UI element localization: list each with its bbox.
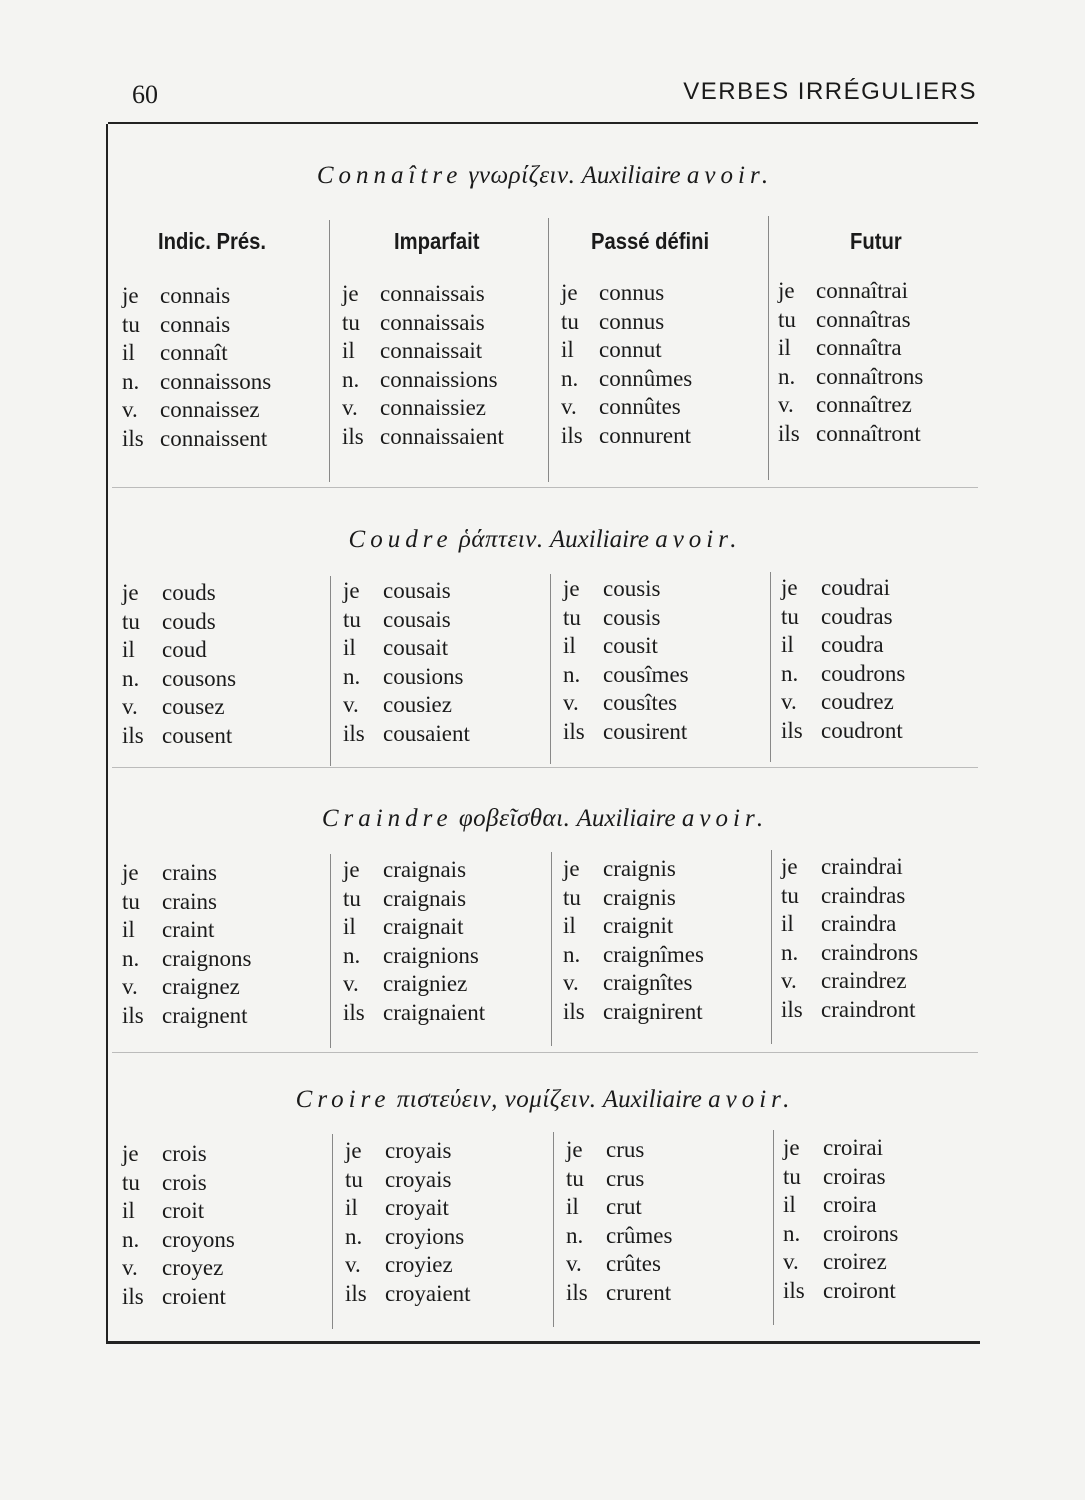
conjugated-form: je craindrai <box>781 854 903 879</box>
conjugated-form: n. croyons <box>122 1226 235 1252</box>
conjugated-form: n. craignons <box>122 945 252 971</box>
column-divider <box>550 574 551 764</box>
conjugated-form: n. croyions <box>345 1223 465 1249</box>
conjugated-form: ils croiront <box>783 1277 896 1303</box>
conjugated-form: ils craignirent <box>563 998 703 1024</box>
conjugated-form: il connaissait <box>342 338 483 364</box>
aux-label: Auxiliaire <box>576 805 676 832</box>
column-futur <box>778 277 923 449</box>
conjugated-form: v. craignez <box>122 974 240 1000</box>
conjugated-form: tu craignais <box>343 885 467 911</box>
column-divider <box>330 854 331 1048</box>
conjugated-form: tu croiras <box>783 1163 886 1189</box>
conjugated-form: n. connaissons <box>122 368 272 394</box>
section-divider <box>112 487 978 488</box>
conjugated-form: il croyait <box>345 1195 449 1221</box>
conjugated-form: tu croyais <box>345 1166 452 1192</box>
verb-title-croire <box>108 1086 982 1114</box>
column-divider <box>770 572 771 762</box>
conjugated-form: il connaît <box>122 340 228 366</box>
conjugated-form: n. cousions <box>343 663 464 689</box>
conjugated-form: tu connais <box>122 311 231 337</box>
verb-greek: πιστεύειν, νομίζειν. <box>396 1086 597 1113</box>
verb-title-connaitre <box>108 162 982 190</box>
conjugated-form: il croira <box>783 1192 877 1218</box>
conjugated-form: n. crûmes <box>566 1222 673 1248</box>
verb-title-craindre <box>108 805 982 833</box>
conjugated-form: ils connaîtront <box>778 420 921 446</box>
conjugated-form: il coudra <box>781 632 884 658</box>
verb-name: Craindre <box>321 805 453 832</box>
conjugated-form: je cousis <box>563 576 661 601</box>
verb-greek: ῥάπτειν. <box>458 526 544 553</box>
conjugated-form: ils craignaient <box>343 999 486 1025</box>
section-divider <box>112 767 978 768</box>
conjugated-form: v. cousez <box>122 694 225 720</box>
conjugated-form: n. connaîtrons <box>778 363 924 389</box>
conjugated-form: je couds <box>122 580 216 605</box>
conjugated-form: il crut <box>566 1194 642 1220</box>
conjugated-form: il craint <box>122 917 215 943</box>
conjugated-form: tu crus <box>566 1165 645 1191</box>
section-divider <box>112 1052 978 1053</box>
conjugated-form: tu cousais <box>343 606 451 632</box>
column-passe-defini <box>563 855 704 1027</box>
conjugated-form: n. cousîmes <box>563 661 689 687</box>
conjugated-form: ils cousent <box>122 722 233 748</box>
column-imparfait <box>343 856 485 1028</box>
conjugated-form: il cousait <box>343 635 449 661</box>
column-futur <box>783 1134 898 1306</box>
conjugated-form: n. connaissions <box>342 366 498 392</box>
conjugated-form: ils crurent <box>566 1279 672 1305</box>
conjugated-form: tu connaissais <box>342 309 485 335</box>
conjugated-form: ils craindront <box>781 996 916 1022</box>
conjugated-form: n. coudrons <box>781 660 906 686</box>
conjugated-form: tu craignis <box>563 884 676 910</box>
conjugated-form: n. connûmes <box>561 365 693 391</box>
page-number: 60 <box>132 80 158 109</box>
conjugated-form: je crus <box>566 1137 645 1162</box>
conjugated-form: il craignait <box>343 914 464 940</box>
conjugated-form: il craindra <box>781 911 897 937</box>
conjugated-form: il connut <box>561 337 662 363</box>
conjugated-form: je croirai <box>783 1135 884 1160</box>
conjugated-form: il connaîtra <box>778 335 902 361</box>
conjugated-form: v. coudrez <box>781 689 894 715</box>
conjugated-form: il craignit <box>563 913 674 939</box>
aux-verb: avoir. <box>686 162 774 189</box>
conjugated-form: tu connaîtras <box>778 306 911 332</box>
verb-name: Coudre <box>348 526 453 553</box>
conjugated-form: je connus <box>561 280 665 305</box>
column-divider <box>773 1130 774 1325</box>
conjugated-form: v. craigniez <box>343 971 468 997</box>
conjugated-form: je connaissais <box>342 281 485 306</box>
column-divider <box>548 218 549 482</box>
conjugated-form: ils cousirent <box>563 718 688 744</box>
col-header-passe-defini: Passé défini <box>591 228 710 254</box>
conjugated-form: v. crûtes <box>566 1251 661 1277</box>
col-header-imparfait: Imparfait <box>394 228 480 254</box>
conjugated-form: ils connaissaient <box>342 423 504 449</box>
col-header-futur: Futur <box>850 228 902 254</box>
column-divider <box>330 576 331 766</box>
conjugated-form: ils croyaient <box>345 1280 471 1306</box>
conjugated-form: tu craindras <box>781 882 906 908</box>
conjugated-form: il coud <box>122 637 207 663</box>
conjugated-form: ils craignent <box>122 1002 248 1028</box>
column-passe-defini <box>563 575 689 747</box>
column-imparfait <box>342 280 504 452</box>
verb-name: Connaître <box>316 162 463 189</box>
conjugated-form: je craignis <box>563 856 676 881</box>
conjugated-form: tu connus <box>561 308 665 334</box>
conjugated-form: v. cousiez <box>343 692 452 718</box>
verb-title-coudre <box>108 526 982 554</box>
aux-label: Auxiliaire <box>581 162 681 189</box>
conjugation-table <box>106 124 980 1344</box>
conjugated-form: n. craignîmes <box>563 941 704 967</box>
column-futur <box>781 574 905 746</box>
conjugated-form: tu cousis <box>563 604 661 630</box>
conjugated-form: ils cousaient <box>343 720 470 746</box>
conjugated-form: je crains <box>122 860 217 885</box>
conjugated-form: tu crains <box>122 888 217 914</box>
conjugated-form: ils connurent <box>561 422 691 448</box>
column-divider <box>771 850 772 1044</box>
column-imparfait <box>345 1137 471 1309</box>
conjugated-form: il croit <box>122 1198 205 1224</box>
conjugated-form: n. cousons <box>122 665 237 691</box>
column-futur <box>781 853 918 1025</box>
conjugated-form: tu crois <box>122 1169 207 1195</box>
verb-name: Croire <box>295 1086 391 1113</box>
aux-verb: avoir. <box>655 526 742 553</box>
conjugated-form: v. craindrez <box>781 968 907 994</box>
col-header-present: Indic. Prés. <box>158 228 266 254</box>
column-present <box>122 579 236 751</box>
running-title: VERBES IRRÉGULIERS <box>683 78 977 105</box>
column-present <box>122 282 271 454</box>
column-divider <box>332 1134 333 1329</box>
column-divider <box>553 1132 554 1327</box>
conjugated-form: je connais <box>122 283 231 308</box>
conjugated-form: v. cousîtes <box>563 690 678 716</box>
conjugated-form: v. connaissiez <box>342 395 487 421</box>
conjugated-form: n. croirons <box>783 1220 899 1246</box>
conjugated-form: n. craignions <box>343 942 479 968</box>
conjugated-form: v. connûtes <box>561 394 681 420</box>
conjugated-form: n. craindrons <box>781 939 919 965</box>
column-passe-defini <box>561 279 692 451</box>
conjugated-form: v. croyez <box>122 1255 224 1281</box>
verb-greek: γνωρίζειν. <box>468 162 576 189</box>
aux-verb: avoir. <box>708 1086 795 1113</box>
conjugated-form: ils croient <box>122 1283 226 1309</box>
conjugated-form: je crois <box>122 1141 207 1166</box>
column-divider <box>768 216 769 480</box>
conjugated-form: ils connaissent <box>122 425 268 451</box>
aux-verb: avoir. <box>681 805 769 832</box>
column-present <box>122 859 251 1031</box>
conjugated-form: je coudrai <box>781 575 890 600</box>
conjugated-form: v. connaîtrez <box>778 392 912 418</box>
conjugated-form: il cousit <box>563 633 658 659</box>
column-divider <box>329 220 330 482</box>
conjugated-form: je craignais <box>343 857 467 882</box>
column-passe-defini <box>566 1136 672 1308</box>
column-imparfait <box>343 577 470 749</box>
conjugated-form: tu couds <box>122 608 216 634</box>
column-present <box>122 1140 235 1312</box>
conjugated-form: v. connaissez <box>122 397 260 423</box>
conjugated-form: v. croyiez <box>345 1252 453 1278</box>
conjugated-form: v. craignîtes <box>563 970 693 996</box>
conjugated-form: tu coudras <box>781 603 893 629</box>
conjugated-form: je connaîtrai <box>778 278 908 303</box>
conjugated-form: je cousais <box>343 578 451 603</box>
conjugated-form: v. croirez <box>783 1249 887 1275</box>
aux-label: Auxiliaire <box>602 1086 702 1113</box>
conjugated-form: ils coudront <box>781 717 903 743</box>
aux-label: Auxiliaire <box>549 526 649 553</box>
column-divider <box>551 852 552 1046</box>
verb-greek: φοβεῖσθαι. <box>458 805 571 832</box>
conjugated-form: je croyais <box>345 1138 452 1163</box>
